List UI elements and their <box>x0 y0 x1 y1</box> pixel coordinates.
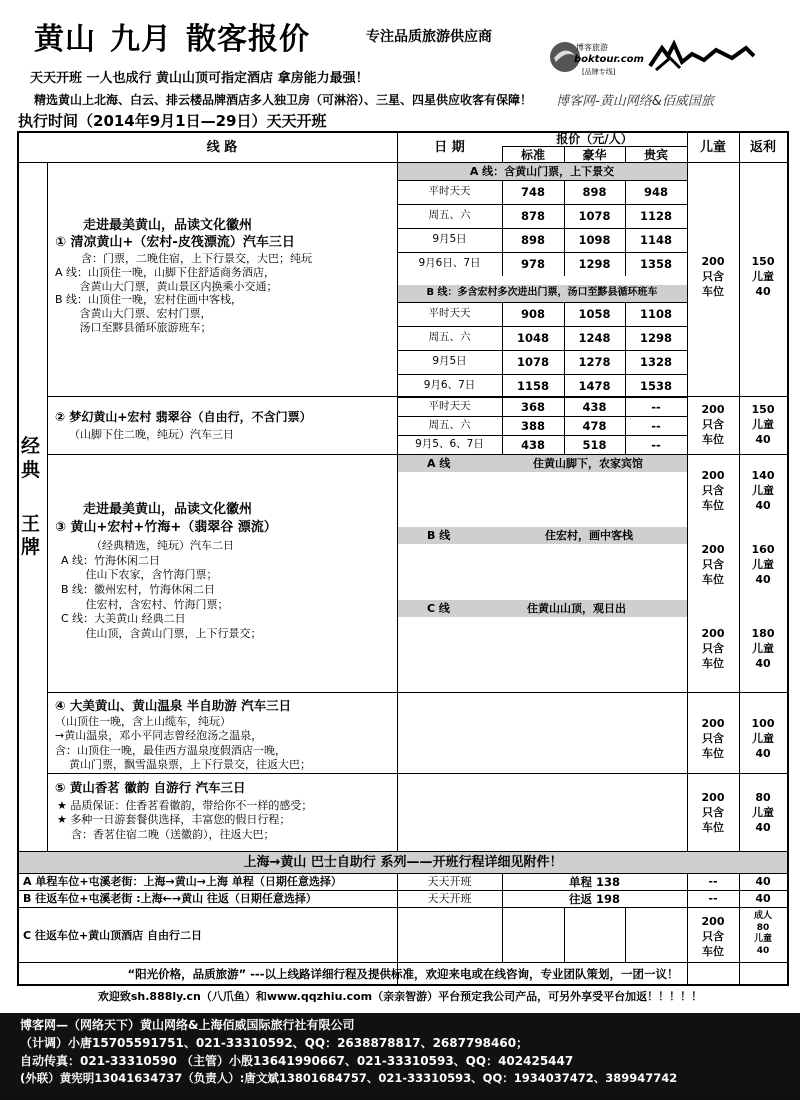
price-cell: 1278 <box>578 355 611 369</box>
r5-desc: ★ 品质保证：住香茗看徽韵，带给你不一样的感受； ★ 多种一日游套餐供选择，丰富您的假日行程； 含：香茗住宿二晚（送徽韵），往返大巴； <box>57 799 313 841</box>
date-cell: 周五、六 <box>428 419 471 431</box>
r1-child: 200 只含 车位 <box>701 255 725 298</box>
col-rebate: 返利 <box>749 140 776 155</box>
col-luxury: 豪华 <box>582 148 607 162</box>
date-cell: 9月6、7日 <box>423 379 476 391</box>
col-price: 报价（元/人） <box>556 132 633 146</box>
boktour-logo: 博客旅游 boktour.com [品牌专线] <box>548 38 638 80</box>
r1-rebate: 150 儿童 40 <box>751 255 775 298</box>
price-cell: 1478 <box>578 379 611 393</box>
price-cell: 1298 <box>639 331 672 345</box>
bus-a-date: 天天开班 <box>427 875 472 888</box>
date-cell: 周五、六 <box>428 331 471 343</box>
r1-b-line: B 线：多含宏村多次进出门票，汤口至黟县循环班车 <box>426 287 658 298</box>
r3-a-label: A 线 <box>427 457 451 470</box>
contact-footer <box>0 1013 800 1100</box>
price-cell: 438 <box>582 400 607 414</box>
price-cell: 388 <box>520 419 545 433</box>
date-cell: 9月5、6、7日 <box>415 438 484 450</box>
r3-b-child: 200 只含 车位 <box>701 543 725 586</box>
r1-desc: 含：门票，二晚住宿，上下行景交，大巴；纯玩 A 线：山顶住一晚，山脚下住舒适商务酒店， 含黄山大门票，黄山景区内换乘小交通； B 线：山顶住一晚，宏村住画中客栈， 含黄山大门票、宏村门票， 汤口至黟县循环旅游班车； <box>55 252 312 334</box>
r5-title: ⑤ 黄山香茗 徽韵 自游行 汽车三日 <box>55 780 246 795</box>
col-route: 线 路 <box>206 140 238 155</box>
col-date: 日 期 <box>434 140 465 155</box>
huangshan-mountain-icon <box>646 36 756 76</box>
r4-title: ④ 大美黄山、黄山温泉 半自助游 汽车三日 <box>55 698 292 713</box>
bus-c-route: C 往返车位+黄山顶酒店 自由行二日 <box>23 929 202 942</box>
price-cell: 1298 <box>578 257 611 271</box>
col-vip: 贵宾 <box>643 148 668 162</box>
contact-fax: 自动传真：021-33310590 （主管）小殷13641990667、021-33310593、QQ：402425447 <box>20 1053 574 1068</box>
r1-a-line: A 线：含黄山门票，上下景交 <box>469 165 615 178</box>
company-name: 博客网—（网络天下）黄山网络&上海佰威国际旅行社有限公司 <box>20 1018 355 1032</box>
contact-external: (外联）黄宪明13041634737（负责人）:唐文斌13801684757、021-33310593、QQ：1934037472、389947742 <box>20 1071 678 1086</box>
r2-rebate: 150 儿童 40 <box>751 403 775 446</box>
r3-c-label: C 线 <box>427 602 450 615</box>
header <box>0 0 800 140</box>
r1-title2: ① 清凉黄山+（宏村-皮筏漂流）汽车三日 <box>55 235 295 250</box>
price-cell: 1328 <box>639 355 672 369</box>
r2-title: ② 梦幻黄山+宏村 翡翠谷（自由行，不含门票） <box>55 410 312 424</box>
r3-b-label: B 线 <box>427 529 451 542</box>
date-cell: 9月5日 <box>432 233 467 245</box>
execution-period: 执行时间（2014年9月1日—29日）天天开班 <box>18 112 327 130</box>
price-cell: 1358 <box>639 257 672 271</box>
bus-a-rebate: 40 <box>755 875 771 888</box>
r2-child: 200 只含 车位 <box>701 403 725 446</box>
price-cell: 878 <box>520 209 545 223</box>
price-cell: 748 <box>520 185 545 199</box>
r3-a-rebate: 140 儿童 40 <box>751 469 775 512</box>
r3-c-rebate: 180 儿童 40 <box>751 627 775 670</box>
page-subtitle: 专注品质旅游供应商 <box>366 29 492 45</box>
date-cell: 平时天天 <box>428 307 471 319</box>
slogan: 天天开班 一人也成行 黄山山顶可指定酒店 拿房能力最强！ <box>30 71 369 86</box>
contact-planning: （计调）小唐15705591751、021-33310592、QQ：2638878817、2687798460； <box>20 1035 529 1050</box>
price-cell: 518 <box>582 438 607 452</box>
date-cell: 9月6日、7日 <box>418 257 481 269</box>
price-cell: 978 <box>520 257 545 271</box>
price-cell: 898 <box>520 233 545 247</box>
col-child: 儿童 <box>699 140 726 155</box>
bus-a-child: -- <box>708 875 718 888</box>
r4-desc: （山顶住一晚，含上山缆车，纯玩） →黄山温泉，邓小平同志曾经泡汤之温泉， 含：山顶住一晚，最佳西方温泉度假酒店一晚， 黄山门票，飘雪温泉票，上下行景交，往返大巴； <box>55 715 311 771</box>
r3-title1: 走进最美黄山，品读文化徽州 <box>83 502 253 517</box>
r3-c-child: 200 只含 车位 <box>701 627 725 670</box>
price-cell: -- <box>651 438 661 452</box>
r4-child: 200 只含 车位 <box>701 717 725 760</box>
r3-desc: （经典精选，纯玩）汽车二日 A 线：竹海休闲二日 住山下农家，含竹海门票； B 线：徽州宏村，竹海休闲二日 住宏村，含宏村、竹海门票； C 线：大美黄山 经典二日 住山顶，含黄山门票，上下行景交； <box>61 539 262 640</box>
price-cell: 1058 <box>578 307 611 321</box>
brand-text: 博客网-黄山网络&佰威国旅 <box>556 94 714 109</box>
bus-b-rebate: 40 <box>755 892 771 905</box>
price-cell: 1128 <box>639 209 672 223</box>
bus-series-banner: 上海→黄山 巴士自助行 系列——开班行程详细见附件！ <box>243 855 563 870</box>
bus-b-date: 天天开班 <box>427 892 472 905</box>
r3-b-note: 住宏村，画中客栈 <box>545 529 633 542</box>
price-cell: 898 <box>582 185 607 199</box>
price-cell: 438 <box>520 438 545 452</box>
price-cell: 478 <box>582 419 607 433</box>
r3-title2: ③ 黄山+宏村+竹海+（翡翠谷 漂流） <box>55 520 277 535</box>
date-cell: 9月5日 <box>432 355 467 367</box>
price-table <box>17 131 789 986</box>
price-cell: 1148 <box>639 233 672 247</box>
price-cell: 368 <box>520 400 545 414</box>
bus-c-rebate: 成人 80 儿童 40 <box>753 911 772 957</box>
r5-rebate: 80 儿童 40 <box>752 791 774 834</box>
price-cell: 1538 <box>639 379 672 393</box>
hotel-note: 精选黄山上北海、白云、排云楼品牌酒店多人独卫房（可淋浴）、三星、四星供应收客有保障！ <box>34 93 533 107</box>
price-cell: 1158 <box>516 379 549 393</box>
bus-b-child: -- <box>708 892 718 905</box>
price-cell: 1048 <box>516 331 549 345</box>
price-cell: -- <box>651 400 661 414</box>
price-cell: 1078 <box>578 209 611 223</box>
platform-note: 欢迎致sh.888ly.cn（八爪鱼）和www.qqzhiu.com（亲亲智游）平台预定我公司产品，可另外享受平台加返！！！！！ <box>97 990 703 1003</box>
date-cell: 周五、六 <box>428 209 471 221</box>
bus-a-route: A 单程车位+屯溪老街：上海→黄山→上海 单程（日期任意选择） <box>23 875 342 888</box>
r5-child: 200 只含 车位 <box>701 791 725 834</box>
col-standard: 标准 <box>520 148 545 162</box>
price-cell: 1098 <box>578 233 611 247</box>
bus-c-child: 200 只含 车位 <box>701 915 725 958</box>
bottom-note: “阳光价格，品质旅游” ---以上线路详细行程及提供标准，欢迎来电或在线咨询，专业团队策划，一团一议！ <box>127 967 679 981</box>
page-title: 黄山 九月 散客报价 <box>34 22 310 57</box>
r3-a-child: 200 只含 车位 <box>701 469 725 512</box>
bus-b-route: B 往返车位+屯溪老街 :上海←→黄山 往返（日期任意选择） <box>23 892 317 905</box>
r3-c-note: 住黄山山顶，观日出 <box>527 602 626 615</box>
date-cell: 平时天天 <box>428 185 471 197</box>
price-cell: 1248 <box>578 331 611 345</box>
price-cell: 948 <box>643 185 668 199</box>
price-cell: 1108 <box>639 307 672 321</box>
price-cell: 908 <box>520 307 545 321</box>
price-cell: -- <box>651 419 661 433</box>
r3-b-rebate: 160 儿童 40 <box>751 543 775 586</box>
r4-rebate: 100 儿童 40 <box>751 717 775 760</box>
bus-b-price: 往返 198 <box>568 892 620 906</box>
r1-title1: 走进最美黄山，品读文化徽州 <box>83 218 253 233</box>
bus-a-price: 单程 138 <box>568 875 620 889</box>
date-cell: 平时天天 <box>428 400 471 412</box>
price-cell: 1078 <box>516 355 549 369</box>
side-label-classic: 经 典 王 牌 <box>21 435 41 559</box>
r3-a-note: 住黄山脚下，农家宾馆 <box>533 457 643 470</box>
r2-desc: （山脚下住二晚，纯玩）汽车三日 <box>69 428 234 441</box>
